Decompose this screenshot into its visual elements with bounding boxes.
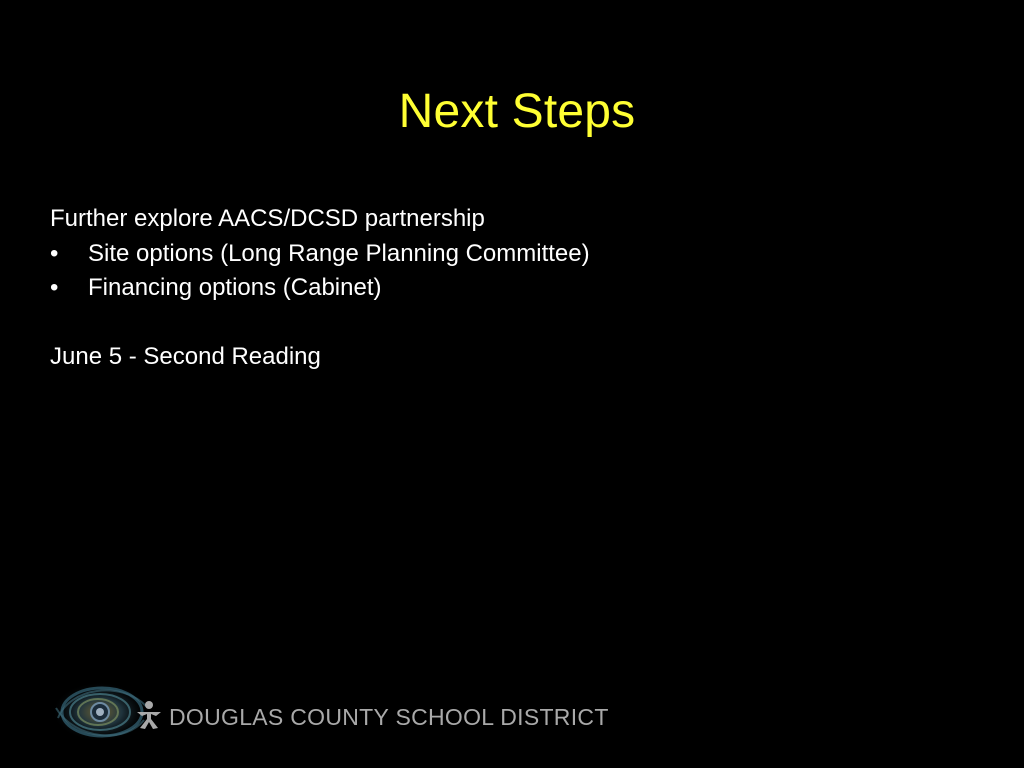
person-figure-icon: [134, 700, 164, 730]
intro-line: Further explore AACS/DCSD partnership: [50, 205, 485, 232]
district-footer: [50, 678, 650, 748]
bullet-glyph: •: [50, 274, 59, 301]
closing-line: June 5 - Second Reading: [50, 342, 321, 370]
bullet-item: [50, 271, 950, 306]
district-name: DOUGLAS COUNTY SCHOOL DISTRICT: [169, 704, 609, 730]
bullet-text: Site options (Long Range Planning Committee): [88, 239, 590, 267]
slide-body: [50, 202, 950, 374]
bullet-item: [50, 237, 950, 272]
bullet-text: Financing options (Cabinet): [88, 274, 382, 301]
bullet-glyph: •: [50, 239, 59, 267]
slide-title: Next Steps: [398, 85, 636, 138]
spacer: [50, 306, 950, 340]
